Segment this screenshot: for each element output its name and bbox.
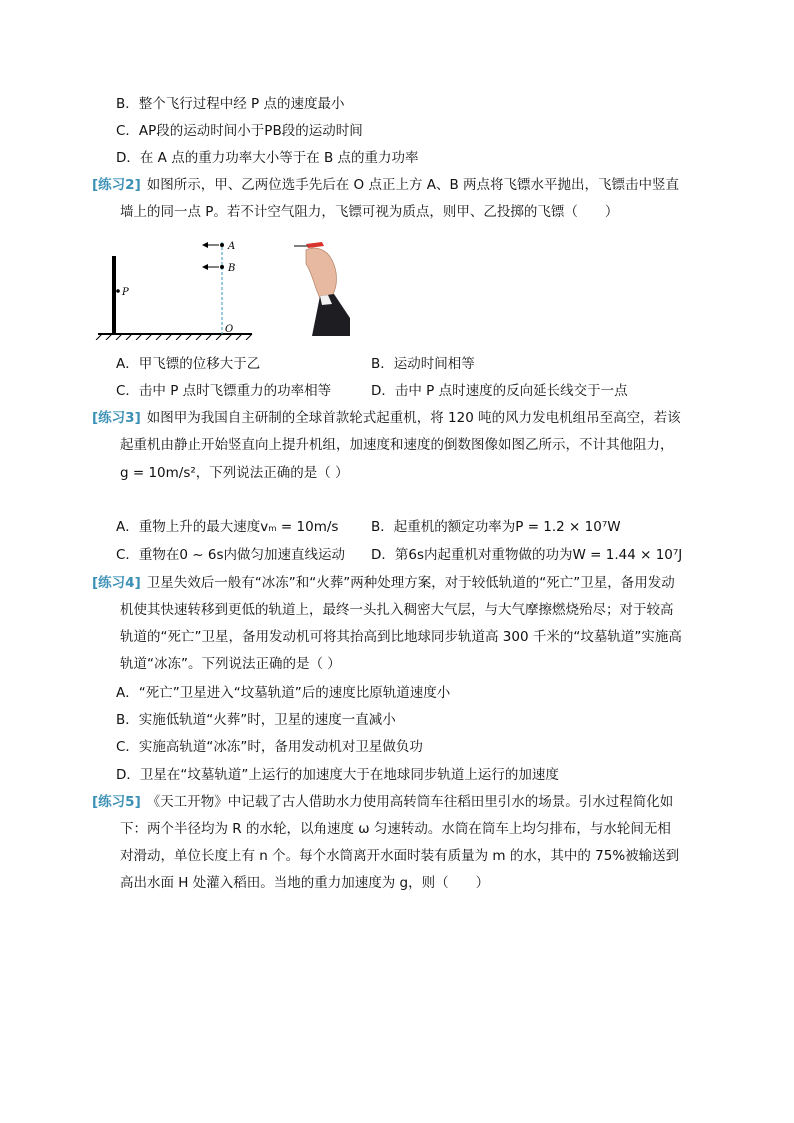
ex4-text-1: 卫星失效后一般有“冰冻”和“火葬”两种处理方案，对于较低轨道的“死亡”卫星，备用发动 [146,575,675,591]
ex4-option-b: B．实施低轨道“火葬”时，卫星的速度一直减小 [116,712,396,728]
ex4-option-a: A．“死亡”卫星进入“坟墓轨道”后的速度比原轨道速度小 [116,685,451,701]
point-a [220,243,224,247]
ex5-tag: [练习5] [92,794,141,810]
ex3-option-a: A．重物上升的最大速度vₘ = 10m/s [116,519,339,535]
ex4-line-3: 轨道的“死亡”卫星，备用发动机可将其抬高到比地球同步轨道高 300 千米的“坟墓轨道”实施高 [120,629,682,645]
ex3-tag: [练习3] [92,410,141,426]
dart-flight-icon [306,242,324,248]
label-a: A [228,241,236,252]
ex5-text-1: 《天工开物》中记载了古人借助水力使用高转筒车往稻田里引水的场景。引水过程简化如 [146,794,674,810]
ex4-tag: [练习4] [92,575,141,591]
ex3-text-1: 如图甲为我国自主研制的全球首款轮式起重机，将 120 吨的风力发电机组吊至高空，若该 [146,410,681,426]
hand-dart-illustration [292,238,350,336]
ex3-option-d: D．第6s内起重机对重物做的功为W = 1.44 × 10⁷J [371,547,683,563]
sleeve-icon [312,294,350,336]
ex3-line-1 [92,409,681,427]
ex4-option-c: C．实施高轨道“冰冻”时，备用发动机对卫星做负功 [116,739,423,755]
ex3-option-c: C．重物在0 ~ 6s内做匀加速直线运动 [116,547,346,563]
point-p [116,289,120,293]
ex2-option-a: A．甲飞镖的位移大于乙 [116,356,261,372]
ex2-option-b: B．运动时间相等 [371,356,475,372]
label-b: B [228,263,236,274]
ex5-line-3: 对滑动，单位长度上有 n 个。每个水筒离开水面时装有质量为 m 的水，其中的 75%被输送到 [120,848,680,864]
ex2-option-c: C．击中 P 点时飞镖重力的功率相等 [116,383,332,399]
ex5-line-1 [92,793,673,811]
arrow-b-head [202,264,208,270]
ex4-line-2: 机使其快速转移到更低的轨道上，最终一头扎入稠密大气层，与大气摩擦燃烧殆尽；对于较高 [120,602,674,618]
ex2-line-2: 墙上的同一点 P。若不计空气阻力，飞镖可视为质点，则甲、乙投掷的飞镖（ ） [120,204,619,220]
point-b [220,265,224,269]
wall [112,256,116,334]
ex2-tag: [练习2] [92,177,141,193]
ex3-option-b: B．起重机的额定功率为P = 1.2 × 10⁷W [371,519,621,535]
label-o: O [225,324,234,335]
ex5-line-2: 下：两个半径均为 R 的水轮，以角速度 ω 匀速转动。水筒在筒车上均匀排布，与水轮间无相 [120,821,671,837]
label-p: P [122,287,129,298]
ex4-option-d: D．卫星在“坟墓轨道”上运行的加速度大于在地球同步轨道上运行的加速度 [116,767,559,783]
ex2-option-d: D．击中 P 点时速度的反向延长线交于一点 [371,383,628,399]
ex5-line-4: 高出水面 H 处灌入稻田。当地的重力加速度为 g，则（ ） [120,875,490,891]
ex3-line-3: g = 10m/s²，下列说法正确的是（ ） [120,465,349,481]
ex3-line-2: 起重机由静止开始竖直向上提升机组，加速度和速度的倒数图像如图乙所示，不计其他阻力， [120,437,674,453]
ex4-line-1 [92,574,675,592]
q1-option-b: B．整个飞行过程中经 P 点的速度最小 [116,96,345,112]
q1-option-c: C．AP段的运动时间小于PB段的运动时间 [116,123,363,139]
ex4-line-4: 轨道“冰冻”。下列说法正确的是（ ） [120,656,341,672]
ex2-line-1 [92,176,679,194]
arrow-a-head [202,242,208,248]
ex2-text-1: 如图所示，甲、乙两位选手先后在 O 点正上方 A、B 两点将飞镖水平抛出，飞镖击中竖直 [146,177,680,193]
hand-icon [306,248,337,298]
q1-option-d: D．在 A 点的重力功率大小等于在 B 点的重力功率 [116,150,419,166]
